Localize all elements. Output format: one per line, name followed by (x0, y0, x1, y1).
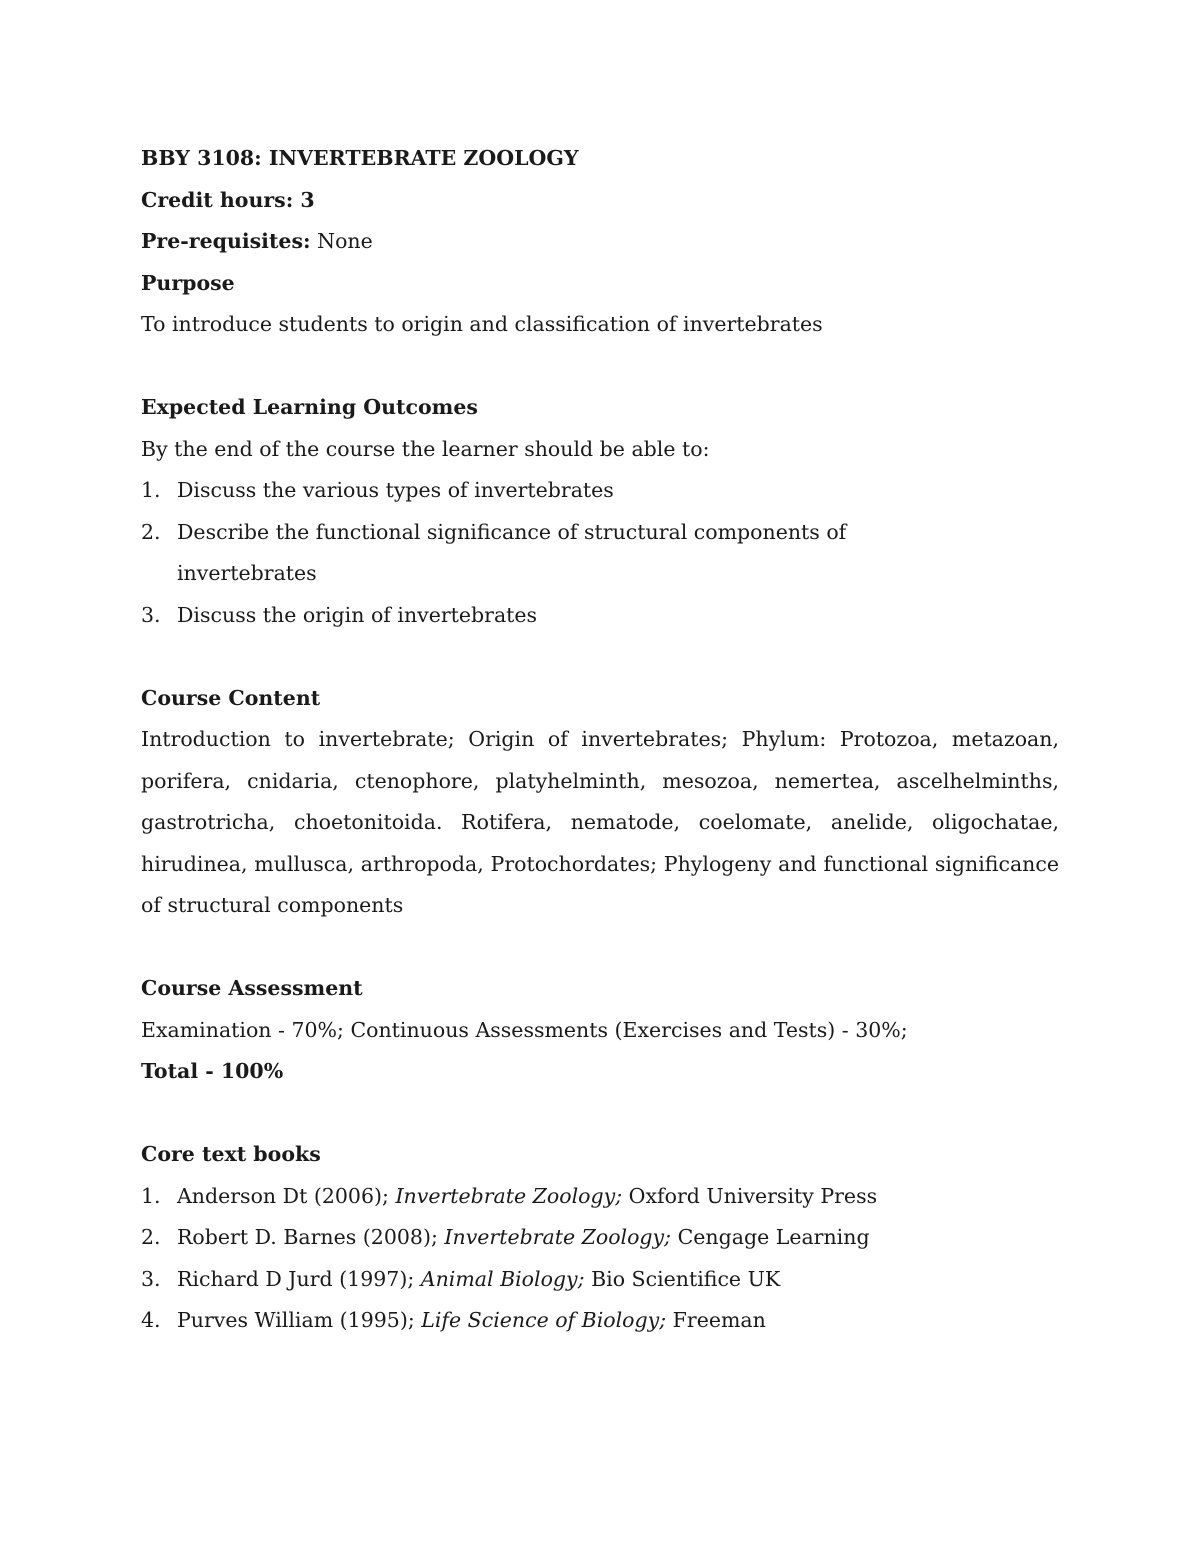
credit-hours: Credit hours: 3 (141, 187, 315, 212)
spacer (141, 346, 1059, 388)
outcomes-list (141, 470, 1059, 636)
book-title: Animal Biology; (420, 1266, 585, 1291)
list-item (141, 1217, 1059, 1259)
list-item-text: Discuss the origin of invertebrates (177, 602, 538, 627)
list-item (141, 1176, 1059, 1218)
books-heading: Core text books (141, 1142, 321, 1166)
purpose-text: To introduce students to origin and classification of invertebrates (141, 312, 823, 336)
purpose-heading: Purpose (141, 270, 235, 295)
document-page (141, 138, 1059, 1342)
list-number: 2. (141, 1225, 161, 1249)
assessment-text: Examination - 70%; Continuous Assessments (Exercises and Tests) - 30%; (141, 1017, 908, 1042)
book-title: Life Science of Biology; (421, 1308, 667, 1332)
book-author: Purves William (1995); (177, 1308, 415, 1332)
list-item-text: Discuss the various types of invertebrates (177, 478, 614, 502)
list-item (141, 1300, 1059, 1342)
list-item (141, 512, 937, 595)
list-number: 4. (141, 1308, 161, 1332)
content-text: Introduction to invertebrate; Origin of invertebrates; Phylum: Protozoa, metazoan, porifera, cnidaria, ctenophore, platyhelminth, mesozoa, nemertea, ascelhelminths, gastrotricha, choetonitoida. Rotifera, nematode, coelomate, anelide, oligochatae, hirudinea, mullusca, arthropoda, Protochordates; Phylogeny and functional significance of structural components (141, 727, 1059, 917)
prerequisites (141, 221, 1059, 263)
book-author: Anderson Dt (2006); (177, 1183, 389, 1208)
book-author: Richard D Jurd (1997); (177, 1266, 415, 1291)
content-heading: Course Content (141, 685, 321, 710)
prerequisites-value: None (317, 229, 373, 253)
list-number: 3. (141, 602, 161, 627)
book-publisher: Cengage Learning (677, 1225, 870, 1249)
book-author: Robert D. Barnes (2008); (177, 1225, 438, 1249)
list-item (141, 595, 1059, 637)
book-publisher: Oxford University Press (628, 1183, 878, 1208)
books-list (141, 1176, 1059, 1342)
outcomes-intro: By the end of the course the learner should be able to: (141, 436, 710, 461)
list-item (141, 1259, 1059, 1301)
list-item-text: Describe the functional significance of structural components of invertebrates (177, 519, 847, 585)
outcomes-heading: Expected Learning Outcomes (141, 395, 478, 419)
spacer (141, 636, 1059, 678)
list-number: 2. (141, 519, 161, 544)
book-publisher: Freeman (672, 1308, 766, 1332)
list-item (141, 470, 1059, 512)
list-number: 1. (141, 1183, 161, 1208)
book-title: Invertebrate Zoology; (395, 1183, 623, 1208)
assessment-total: Total - 100% (141, 1059, 284, 1083)
spacer (141, 927, 1059, 969)
book-title: Invertebrate Zoology; (444, 1225, 672, 1249)
book-publisher: Bio Scientifice UK (591, 1266, 781, 1291)
course-title: BBY 3108: INVERTEBRATE ZOOLOGY (141, 146, 579, 170)
list-number: 1. (141, 478, 161, 502)
prerequisites-label: Pre-requisites: (141, 229, 311, 253)
spacer (141, 1093, 1059, 1135)
assessment-heading: Course Assessment (141, 976, 363, 1000)
list-number: 3. (141, 1266, 161, 1291)
